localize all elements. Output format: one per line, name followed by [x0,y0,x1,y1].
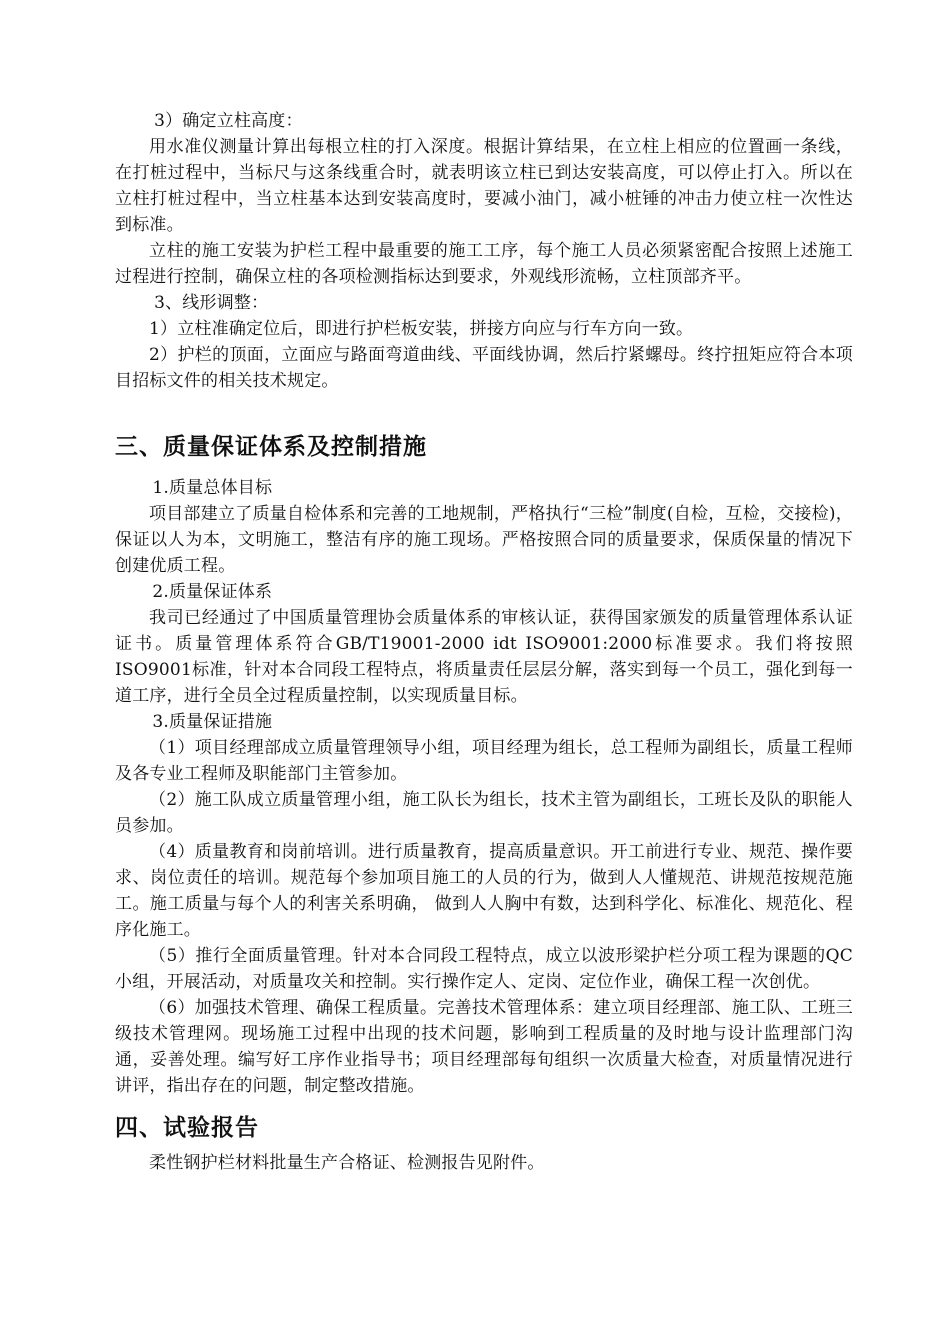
paragraph-column-install: 立柱的施工安装为护栏工程中最重要的施工工序，每个施工人员必须紧密配合按照上述施工过程进行控制，确保立柱的各项检测指标达到要求，外观线形流畅，立柱顶部齐平。 [115,241,853,287]
measure-6: （6）加强技术管理、确保工程质量。完善技术管理体系：建立项目经理部、施工队、工班三级技术管理网。现场施工过程中出现的技术问题，影响到工程质量的及时地与设计监理部门沟通，妥善处理。编写好工序作业指导书；项目经理部每旬组织一次质量大检查，对质量情况进行讲评，指出存在的问题，制定整改措施。 [115,998,853,1096]
quality-system-text: 我司已经通过了中国质量管理协会质量体系的审核认证，获得国家颁发的质量管理体系认证证书。质量管理体系符合GB/T19001-2000 idt ISO9001:2000标准要求。我们将按照ISO9001标准，针对本合同段工程特点，将质量责任层层分解，落实到每一个员工，强化到每一道工序，进行全员全过程质量控制，以实现质量目标。 [115,608,853,706]
test-report-text: 柔性钢护栏材料批量生产合格证、检测报告见附件。 [149,1153,545,1173]
step-3-title: 3）确定立柱高度： [154,111,303,131]
line-adjust-item-1: 1）立柱准确定位后，即进行护栏板安装，拼接方向应与行车方向一致。 [149,319,694,339]
quality-goal-title: 1.质量总体目标 [152,478,273,498]
paragraph-column-height: 用水准仪测量计算出每根立柱的打入深度。根据计算结果，在立柱上相应的位置画一条线，在打桩过程中，当标尺与这条线重合时，就表明该立柱已到达安装高度，可以停止打入。所以在立柱打桩过程中，当立柱基本达到安装高度时，要减小油门，减小桩锤的冲击力使立柱一次性达到标准。 [115,137,853,235]
section-3-heading: 三、质量保证体系及控制措施 [115,434,427,460]
quality-goal-text: 项目部建立了质量自检体系和完善的工地规制，严格执行“三检”制度(自检，互检，交接检)，保证以人为本，文明施工，整洁有序的施工现场。严格按照合同的质量要求，保质保量的情况下创建优质工程。 [115,504,853,576]
document-body [115,108,853,1176]
section-4-heading: 四、试验报告 [115,1115,259,1141]
measure-4: （4）质量教育和岗前培训。进行质量教育，提高质量意识。开工前进行专业、规范、操作要求、岗位责任的培训。规范每个参加项目施工的人员的行为，做到人人懂规范、讲规范按规范施工。施工质量与每个人的利害关系明确， 做到人人胸中有数，达到科学化、标准化、规范化、程序化施工。 [115,842,853,940]
quality-system-title: 2.质量保证体系 [152,582,273,602]
measure-1: （1）项目经理部成立质量管理领导小组，项目经理为组长，总工程师为副组长，质量工程师及各专业工程师及职能部门主管参加。 [115,738,853,784]
line-adjust-title: 3、线形调整： [154,293,269,313]
quality-measures-title: 3.质量保证措施 [152,712,273,732]
measure-2: （2）施工队成立质量管理小组，施工队长为组长，技术主管为副组长，工班长及队的职能人员参加。 [115,790,853,836]
measure-5: （5）推行全面质量管理。针对本合同段工程特点，成立以波形梁护栏分项工程为课题的QC小组，开展活动，对质量攻关和控制。实行操作定人、定岗、定位作业，确保工程一次创优。 [115,946,853,992]
line-adjust-item-2: 2）护栏的顶面，立面应与路面弯道曲线、平面线协调，然后拧紧螺母。终拧扭矩应符合本项目招标文件的相关技术规定。 [115,345,853,391]
